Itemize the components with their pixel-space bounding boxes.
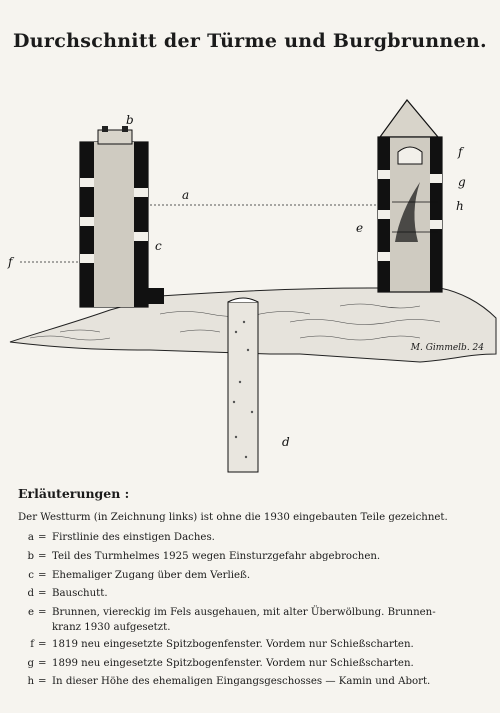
tower-cross-section-illustration — [0, 92, 500, 480]
legend-eq: = — [38, 569, 47, 581]
legend-key: f — [30, 638, 34, 650]
legend-heading: Erläuterungen : — [18, 486, 130, 501]
label-d: d — [282, 435, 290, 449]
label-f-left: f — [8, 255, 13, 269]
legend-text: Ehemaliger Zugang über dem Verließ. — [52, 569, 251, 581]
legend — [14, 486, 488, 695]
legend-intro: Der Westturm (in Zeichnung links) ist ohne die 1930 eingebauten Teile gezeichnet. — [18, 512, 448, 523]
legend-key: g — [27, 657, 34, 669]
legend-key: c — [28, 569, 34, 581]
legend-item — [14, 607, 488, 620]
legend-item — [14, 532, 488, 545]
legend-item-e-continuation: kranz 1930 aufgesetzt. — [52, 621, 171, 633]
legend-eq: = — [38, 657, 47, 669]
legend-key: b — [27, 550, 34, 562]
legend-item — [14, 658, 488, 671]
legend-item — [14, 551, 488, 564]
legend-text: 1899 neu eingesetzte Spitzbogenfenster. Vordem nur Schießscharten. — [52, 657, 414, 669]
label-b: b — [126, 113, 134, 127]
legend-eq: = — [38, 532, 47, 544]
legend-eq: = — [38, 588, 47, 600]
legend-item — [14, 570, 488, 583]
legend-item — [14, 588, 488, 601]
artist-signature: M. Gimmelb. 24 — [410, 343, 484, 353]
legend-eq: = — [38, 638, 47, 650]
legend-text: Firstlinie des einstigen Daches. — [52, 532, 215, 544]
legend-key: d — [27, 588, 34, 600]
legend-text: 1819 neu eingesetzte Spitzbogenfenster. Vordem nur Schießscharten. — [52, 638, 414, 650]
label-f-right: f — [458, 145, 463, 159]
legend-text: Bauschutt. — [52, 588, 108, 600]
label-a: a — [182, 188, 190, 202]
label-g: g — [458, 175, 466, 189]
legend-text: In dieser Höhe des ehemaligen Eingangsgeschosses — Kamin und Abort. — [52, 676, 431, 688]
east-tower — [378, 100, 442, 292]
legend-text: Brunnen, viereckig im Fels ausgehauen, mit alter Überwölbung. Brunnen- — [52, 607, 436, 619]
label-c: c — [155, 239, 162, 253]
legend-eq: = — [38, 676, 47, 688]
legend-key: a — [27, 532, 34, 544]
label-e: e — [356, 221, 364, 235]
legend-item — [14, 676, 488, 689]
label-h: h — [456, 199, 464, 213]
legend-eq: = — [38, 550, 47, 562]
well-shaft — [228, 298, 258, 472]
west-tower — [80, 126, 164, 307]
legend-eq: = — [38, 607, 47, 619]
page-title: Durchschnitt der Türme und Burgbrunnen. — [13, 30, 487, 52]
legend-item — [14, 639, 488, 652]
legend-key: h — [27, 676, 34, 688]
legend-text: Teil des Turmhelmes 1925 wegen Einsturzgefahr abgebrochen. — [52, 550, 381, 562]
legend-key: e — [27, 607, 34, 619]
